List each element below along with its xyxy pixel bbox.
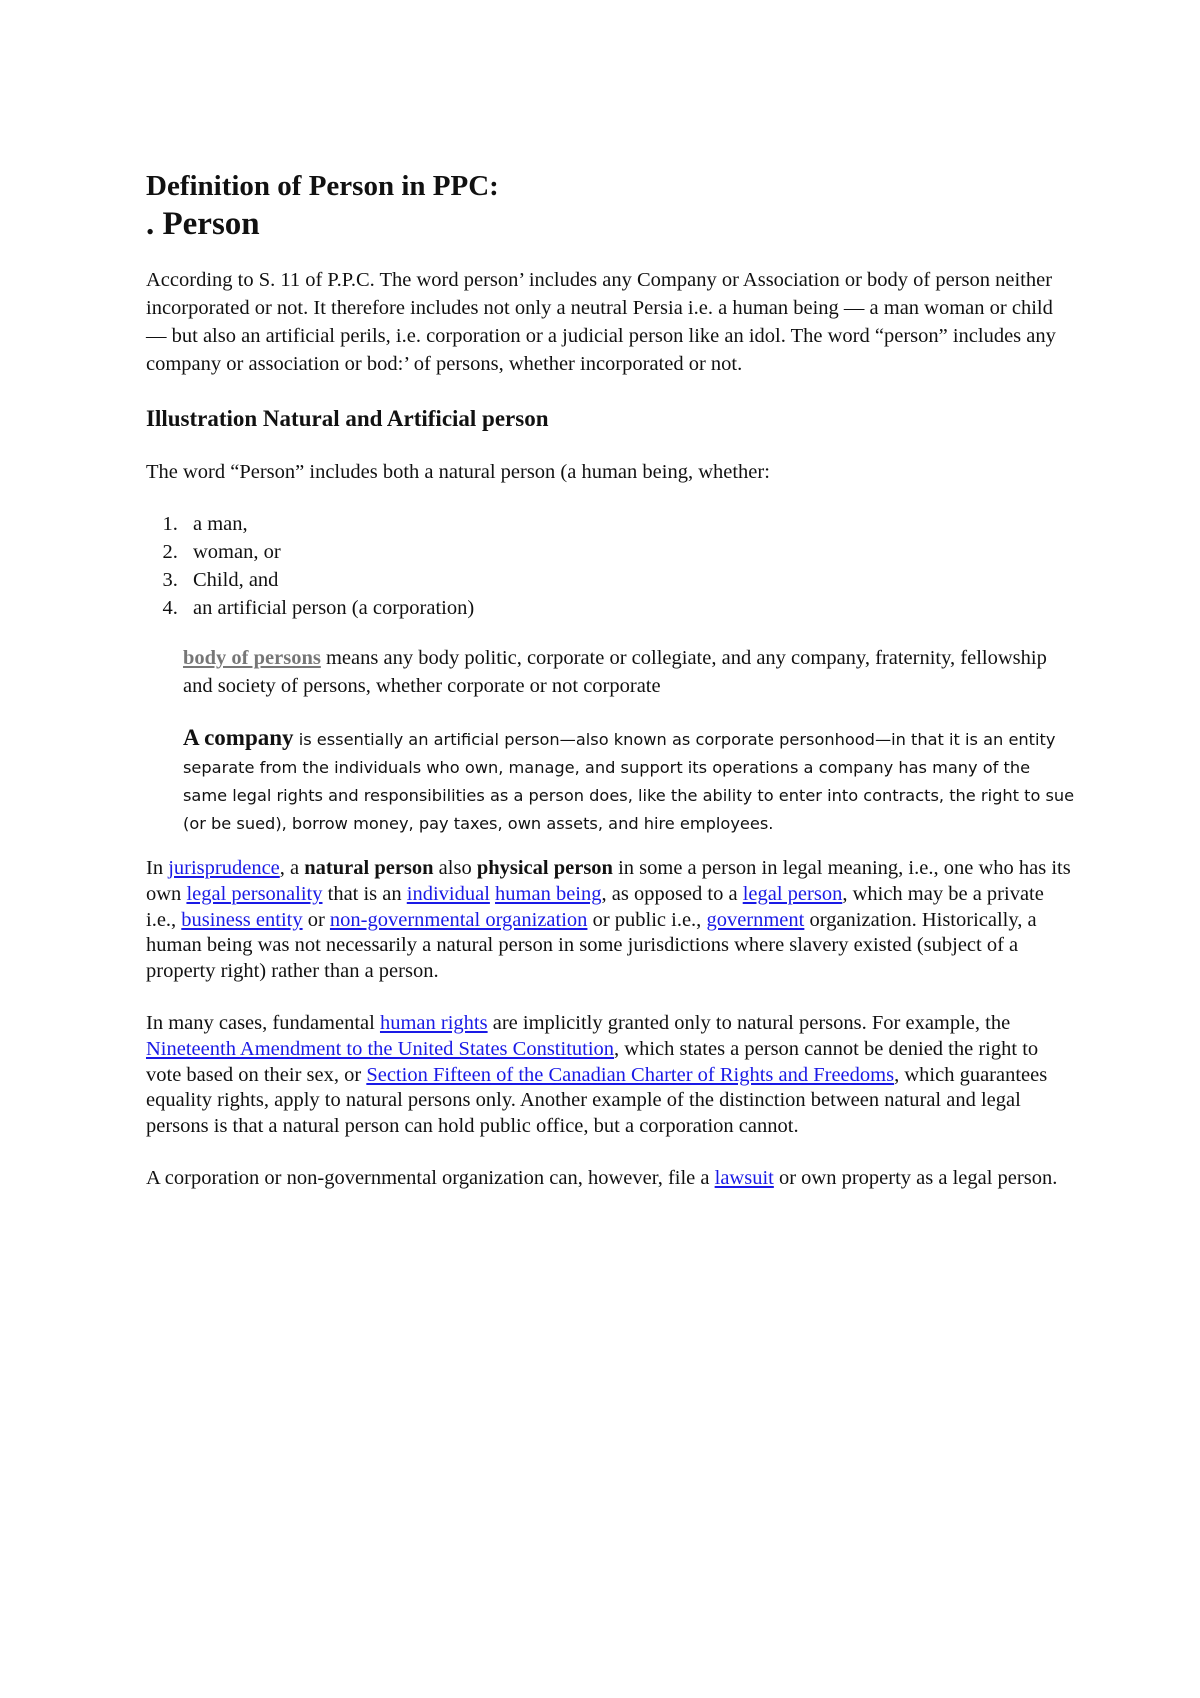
text-run: in some a person in legal meaning, i.e., one who has its own — [146, 857, 1071, 905]
text-run: , a — [279, 857, 305, 879]
human-rights-paragraph — [146, 1011, 1076, 1140]
body-of-persons-paragraph — [183, 644, 1076, 700]
company-text: is essentially an artificial person—also known as corporate personhood—in that it is an entity separate from the individuals who own, manage, and support its operations a company has many of the same legal rights and responsibilities as a person does, like the ability to enter into contracts, the right to sue (or be sued), borrow money, pay taxes, own assets, and hire employees. — [183, 730, 1075, 833]
intro-paragraph: According to S. 11 of P.P.C. The word person’ includes any Company or Association or body of person neither incorporated or not. It therefore includes not only a neutral Persia i.e. a human being — a man woman or child — but also an artificial perils, i.e. corporation or a judicial person like an idol. The word “person” includes any company or association or bod:’ of persons, whether incorporated or not. — [146, 269, 1056, 375]
text-run: or own property as a legal person. — [773, 1166, 1058, 1189]
text-run: or public i.e., — [587, 908, 707, 931]
illustration-heading: Illustration Natural and Artificial person — [146, 406, 549, 431]
text-run: In — [146, 857, 169, 879]
company-lead: A company — [183, 725, 294, 750]
text-run: , as opposed to a — [601, 882, 743, 905]
list-item: 2. woman, or — [183, 538, 1076, 566]
term-natural-person: natural person — [304, 857, 434, 879]
link-section-fifteen-charter[interactable]: Section Fifteen of the Canadian Charter of Rights and Freedoms — [366, 1063, 895, 1086]
link-non-governmental-organization[interactable]: non-governmental organization — [329, 908, 588, 931]
body-of-persons-text: means any body politic, corporate or collegiate, and any company, fraternity, fellowship and society of persons, whether corporate or not corporate — [183, 647, 1047, 697]
link-legal-personality[interactable]: legal personality — [186, 882, 323, 905]
list-item: 4. an artificial person (a corporation) — [183, 594, 1076, 622]
text-run: , which may be a private i.e., — [146, 882, 1044, 931]
link-business-entity[interactable]: business entity — [181, 908, 303, 931]
link-individual[interactable]: individual — [406, 882, 490, 905]
list-item: 1. a man, — [183, 510, 1076, 538]
document-title: Definition of Person in PPC: — [146, 170, 499, 202]
body-of-persons-term[interactable]: body of persons — [183, 647, 321, 669]
company-paragraph — [183, 724, 1076, 838]
link-human-being[interactable]: human being — [495, 882, 602, 905]
text-run: that is an — [322, 882, 407, 905]
lawsuit-paragraph — [146, 1166, 1076, 1192]
link-lawsuit[interactable]: lawsuit — [714, 1166, 774, 1189]
link-human-rights[interactable]: human rights — [379, 1011, 488, 1034]
person-types-list — [146, 510, 1076, 622]
text-run: A corporation or non-governmental organization can, however, file a — [146, 1166, 715, 1189]
link-jurisprudence[interactable]: jurisprudence — [168, 857, 280, 879]
text-run: , which guarantees equality rights, apply to natural persons only. Another example of the distinction between natural and legal persons is that a natural person can hold public office, but a corporation cannot. — [146, 1063, 1048, 1138]
text-run: organization. Historically, a human being was not necessarily a natural person in some jurisdictions where slavery existed (subject of a property right) rather than a person. — [146, 908, 1037, 983]
text-run: In many cases, fundamental — [146, 1011, 380, 1034]
document-subtitle: . Person — [146, 206, 260, 242]
text-run: , which states a person cannot be denied the right to vote based on their sex, or — [146, 1037, 1039, 1086]
link-nineteenth-amendment[interactable]: Nineteenth Amendment to the United States Constitution — [146, 1037, 615, 1060]
illustration-paragraph: The word “Person” includes both a natural person (a human being, whether: — [146, 461, 770, 483]
text-run: are implicitly granted only to natural persons. For example, the — [487, 1011, 1011, 1034]
text-run: also — [433, 857, 477, 879]
document-page — [146, 168, 1076, 1218]
text-run: or — [302, 908, 330, 931]
natural-person-paragraph — [146, 856, 1076, 985]
link-legal-person[interactable]: legal person — [742, 882, 843, 905]
list-item: 3. Child, and — [183, 566, 1076, 594]
term-physical-person: physical person — [476, 857, 613, 879]
link-government[interactable]: government — [706, 908, 805, 931]
